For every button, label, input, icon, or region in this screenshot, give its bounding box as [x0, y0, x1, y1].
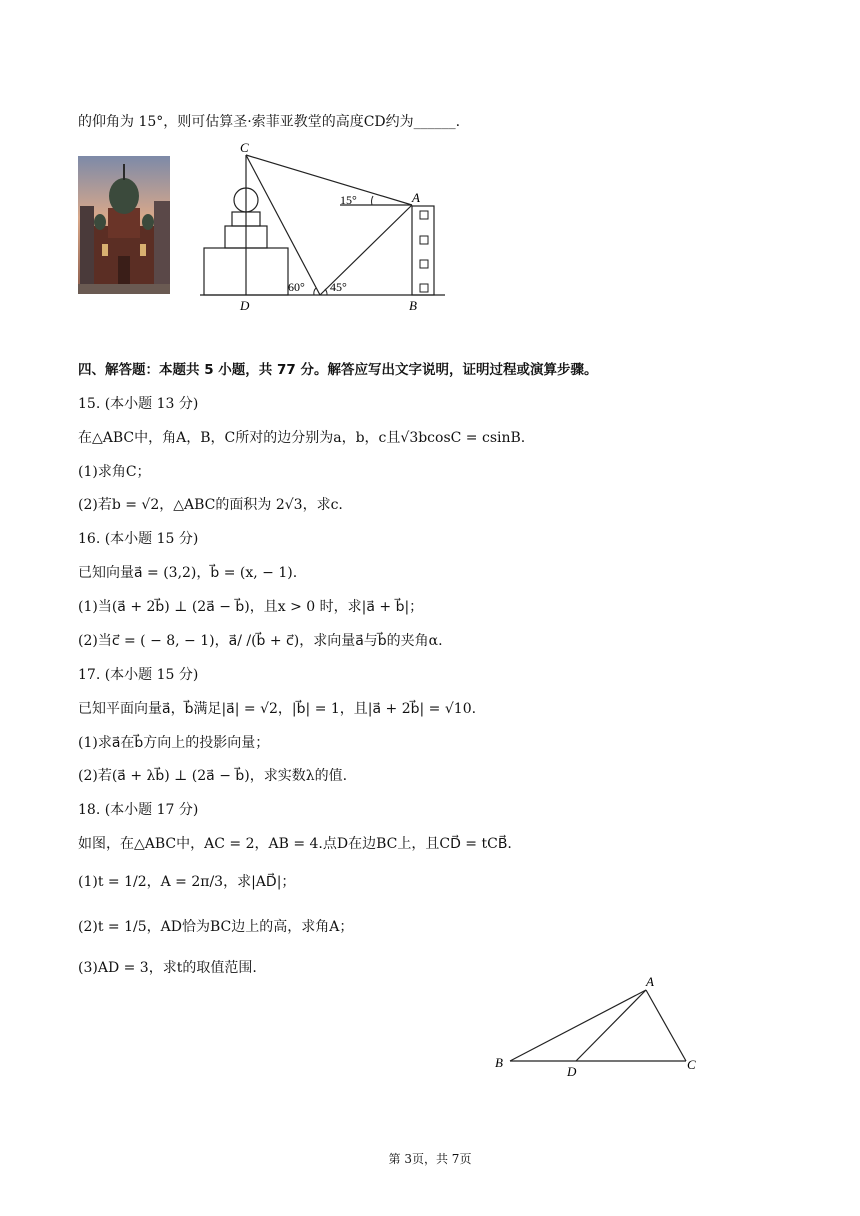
q15-stem: 在△ABC中，角A，B，C所对的边分别为a，b，c且√3bcosC = csinB.	[78, 430, 526, 446]
q16-stem: 已知向量a⃗ = (3,2)，b⃗ = (x, − 1).	[78, 565, 298, 581]
angle-60: 60°	[288, 280, 305, 294]
q15-part2: (2)若b = √2，△ABC的面积为 2√3，求c.	[78, 497, 343, 513]
angle-15: 15°	[340, 193, 357, 207]
q17-stem: 已知平面向量a⃗，b⃗满足|a⃗| = √2，|b⃗| = 1，且|a⃗ + 2b⃗| = √10.	[78, 701, 477, 717]
q17-title: 17. (本小题 15 分)	[78, 667, 199, 683]
q16-part1: (1)当(a⃗ + 2b⃗) ⊥ (2a⃗ − b⃗)，且x > 0 时，求|a⃗ + b⃗|；	[78, 599, 424, 615]
church-photo	[78, 156, 170, 294]
q18-title: 18. (本小题 17 分)	[78, 802, 199, 818]
q17-part2: (2)若(a⃗ + λb⃗) ⊥ (2a⃗ − b⃗)，求实数λ的值.	[78, 768, 348, 784]
figure-church-geometry	[190, 138, 460, 318]
tri-label-c: C	[687, 1057, 696, 1072]
tri-label-a: A	[646, 974, 654, 989]
figure-triangle	[490, 972, 710, 1082]
q18-part1: (1)t = 1/2，A = 2π/3，求|AD⃗|；	[78, 874, 296, 890]
intro-line: 的仰角为 15°，则可估算圣·索菲亚教堂的高度CD约为______.	[78, 114, 461, 130]
tri-label-d: D	[567, 1064, 577, 1079]
q16-title: 16. (本小题 15 分)	[78, 531, 199, 547]
label-a: A	[412, 190, 420, 205]
q18-part3: (3)AD = 3，求t的取值范围.	[78, 960, 257, 976]
q18-stem: 如图，在△ABC中，AC = 2，AB = 4.点D在边BC上，且CD⃗ = tCB⃗.	[78, 836, 512, 852]
q15-title: 15. (本小题 13 分)	[78, 396, 199, 412]
angle-45: 45°	[330, 280, 347, 294]
label-b: B	[409, 298, 417, 313]
label-d: D	[240, 298, 250, 313]
q17-part1: (1)求a⃗在b⃗方向上的投影向量；	[78, 735, 270, 751]
q18-part2: (2)t = 1/5，AD恰为BC边上的高，求角A；	[78, 919, 354, 935]
q16-part2: (2)当c⃗ = ( − 8, − 1)，a⃗/ /(b⃗ + c⃗)，求向量a⃗与b⃗的夹角α.	[78, 633, 443, 649]
q15-part1: (1)求角C；	[78, 464, 151, 480]
page-footer: 第 3页，共 7页	[388, 1152, 472, 1166]
section-heading: 四、解答题：本题共 5 小题，共 77 分。解答应写出文字说明，证明过程或演算步骤。	[78, 362, 598, 378]
tri-label-b: B	[495, 1055, 503, 1070]
label-c: C	[240, 140, 249, 155]
